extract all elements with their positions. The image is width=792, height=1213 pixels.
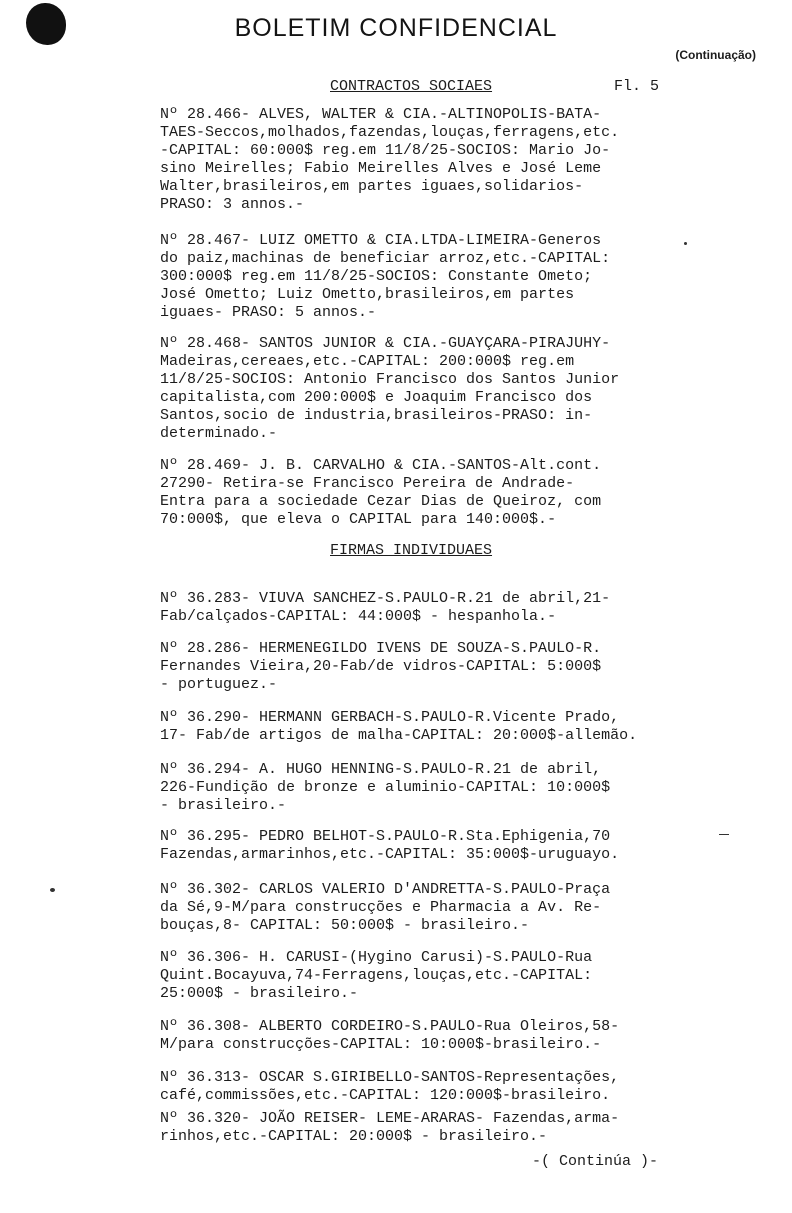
contract-entry: Nº 28.468- SANTOS JUNIOR & CIA.-GUAYÇARA-PIRAJUHY- Madeiras,cereaes,etc.-CAPITAL: 200:000$ reg.em 11/8/25-SOCIOS: Antonio Francisco dos Santos Junior capitalista,com 200:000$ e Joaquim Francisco dos Santos,socio de industria,brasileiros-PRASO: in- determinado.- bbox=[160, 335, 620, 442]
firm-entry: Nº 36.306- H. CARUSI-(Hygino Carusi)-S.PAULO-Rua Quint.Bocayuva,74-Ferragens,louças,etc.-CAPITAL: 25:000$ - brasileiro.- bbox=[160, 949, 593, 1002]
firm-entry: Nº 36.313- OSCAR S.GIRIBELLO-SANTOS-Representações, café,commissões,etc.-CAPITAL: 120:000$-brasileiro. bbox=[160, 1069, 620, 1104]
continue-note: -( Continúa )- bbox=[532, 1153, 659, 1170]
firm-entry: Nº 36.283- VIUVA SANCHEZ-S.PAULO-R.21 de abril,21- Fab/calçados-CAPITAL: 44:000$ - hespanhola.- bbox=[160, 590, 611, 625]
contract-entry: Nº 28.469- J. B. CARVALHO & CIA.-SANTOS-Alt.cont. 27290- Retira-se Francisco Pereira de Andrade- Entra para a sociedade Cezar Dias de Queiroz, com 70:000$, que eleva o CAPITAL para 140:000$.- bbox=[160, 457, 602, 528]
folio-number: Fl. 5 bbox=[614, 78, 660, 95]
firm-entry: Nº 36.295- PEDRO BELHOT-S.PAULO-R.Sta.Ephigenia,70 Fazendas,armarinhos,etc.-CAPITAL: 35:000$-uruguayo. bbox=[160, 828, 620, 863]
firm-entry: Nº 28.286- HERMENEGILDO IVENS DE SOUZA-S.PAULO-R. Fernandes Vieira,20-Fab/de vidros-CAPITAL: 5:000$ - portuguez.- bbox=[160, 640, 602, 693]
firm-entry: Nº 36.302- CARLOS VALERIO D'ANDRETTA-S.PAULO-Praça da Sé,9-M/para construcções e Pharmacia a Av. Re- bouças,8- CAPITAL: 50:000$ - brasileiro.- bbox=[160, 881, 611, 934]
firm-entry: Nº 36.294- A. HUGO HENNING-S.PAULO-R.21 de abril, 226-Fundição de bronze e aluminio-CAPITAL: 10:000$ - brasileiro.- bbox=[160, 761, 611, 814]
page-title: BOLETIM CONFIDENCIAL bbox=[234, 14, 558, 42]
firm-entry: Nº 36.308- ALBERTO CORDEIRO-S.PAULO-Rua Oleiros,58- M/para construcções-CAPITAL: 10:000$-brasileiro.- bbox=[160, 1018, 620, 1053]
section-heading-firms: FIRMAS INDIVIDUAES bbox=[330, 542, 493, 559]
section-heading-contracts: CONTRACTOS SOCIAES bbox=[330, 78, 493, 95]
scan-speck bbox=[50, 888, 55, 892]
scan-speck bbox=[684, 242, 687, 245]
contract-entry: Nº 28.467- LUIZ OMETTO & CIA.LTDA-LIMEIRA-Generos do paiz,machinas de beneficiar arroz,etc.-CAPITAL: 300:000$ reg.em 11/8/25-SOCIOS: Constante Ometo; José Ometto; Luiz Ometto,brasileiros,em partes iguaes- PRASO: 5 annos.- bbox=[160, 232, 611, 321]
contract-entry: Nº 28.466- ALVES, WALTER & CIA.-ALTINOPOLIS-BATA- TAES-Seccos,molhados,fazendas,louças,ferragens,etc. -CAPITAL: 60:000$ reg.em 11/8/25-SOCIOS: Mario Jo- sino Meirelles; Fabio Meirelles Alves e José Leme Walter,brasileiros,em partes iguaes,solidarios- PRASO: 3 annos.- bbox=[160, 106, 620, 213]
firm-entry: Nº 36.290- HERMANN GERBACH-S.PAULO-R.Vicente Prado, 17- Fab/de artigos de malha-CAPITAL: 20:000$-allemão. bbox=[160, 709, 638, 744]
firm-entry: Nº 36.320- JOÃO REISER- LEME-ARARAS- Fazendas,arma- rinhos,etc.-CAPITAL: 20:000$ - brasileiro.- bbox=[160, 1110, 620, 1145]
scan-speck bbox=[719, 834, 729, 835]
continuation-note: (Continuação) bbox=[675, 48, 756, 62]
